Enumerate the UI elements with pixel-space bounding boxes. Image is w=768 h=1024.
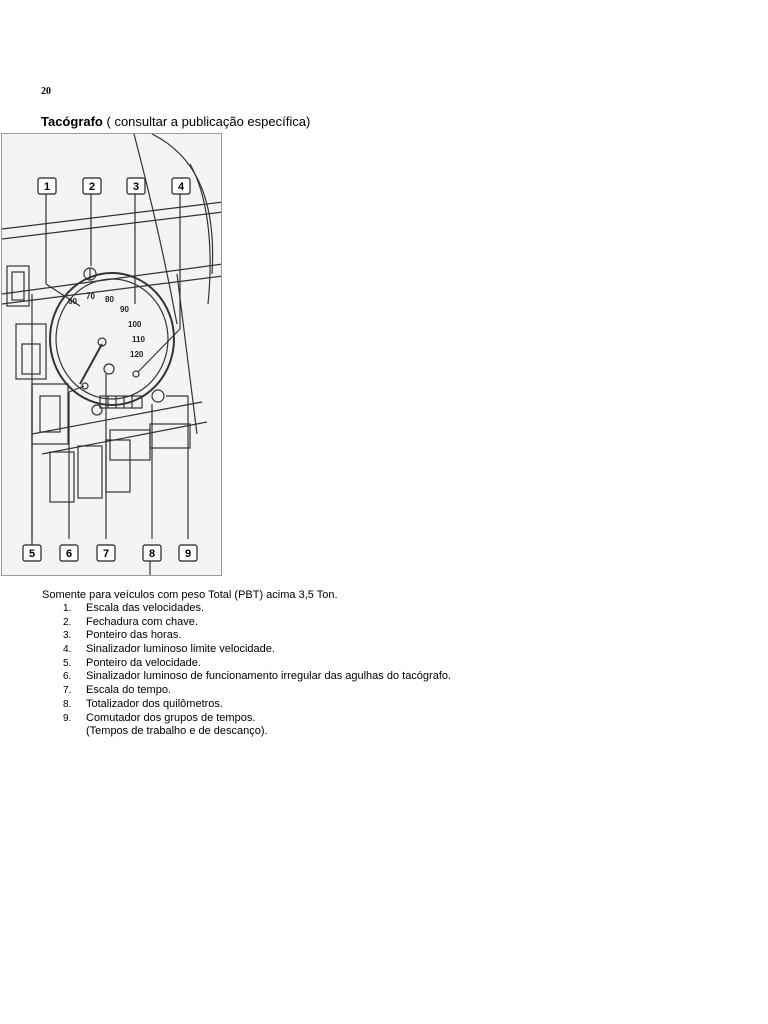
item-number: 1. bbox=[63, 603, 72, 614]
speed-tick-label: 90 bbox=[120, 305, 129, 314]
list-item bbox=[54, 698, 451, 712]
item-text: Ponteiro das horas. bbox=[86, 629, 182, 642]
item-number: 7. bbox=[63, 685, 72, 697]
callout-label: 4 bbox=[177, 181, 185, 193]
item-text: Comutador dos grupos de tempos. bbox=[86, 711, 256, 724]
switch bbox=[22, 344, 40, 374]
legend-list bbox=[54, 602, 451, 739]
list-item bbox=[54, 602, 451, 616]
switch bbox=[12, 272, 24, 300]
tachograph-illustration bbox=[2, 134, 222, 576]
section-heading bbox=[41, 114, 310, 129]
lower-switch bbox=[78, 446, 102, 498]
lower-switch bbox=[50, 452, 74, 502]
speed-tick-label: 80 bbox=[105, 295, 114, 304]
item-text: Sinalizador luminoso de funcionamento irregular das agulhas do tacógrafo. bbox=[86, 670, 452, 683]
item-note: (Tempos de trabalho e de descanço). bbox=[86, 725, 268, 738]
heading-subtitle: ( consultar a publicação específica) bbox=[102, 114, 311, 129]
knob bbox=[92, 405, 102, 415]
item-text: Fechadura com chave. bbox=[86, 615, 198, 628]
switch bbox=[40, 396, 60, 432]
time-scale-center bbox=[104, 364, 114, 374]
callout-label: 9 bbox=[184, 548, 192, 560]
item-text: Totalizador dos quilômetros. bbox=[86, 697, 223, 710]
item-number: 2. bbox=[63, 616, 72, 628]
item-number: 8. bbox=[63, 698, 72, 710]
list-item bbox=[54, 684, 451, 698]
tachograph-figure bbox=[1, 133, 222, 576]
speed-needle bbox=[80, 344, 102, 384]
callout-label: 8 bbox=[148, 548, 156, 560]
panel-edge bbox=[32, 402, 202, 434]
item-text: Sinalizador luminoso limite velocidade. bbox=[86, 643, 275, 656]
callout-label: 2 bbox=[88, 181, 96, 193]
speed-gauge bbox=[50, 273, 174, 405]
speed-tick-label: 60 bbox=[68, 297, 77, 306]
speed-tick-label: 100 bbox=[128, 320, 142, 329]
panel-edge bbox=[42, 422, 207, 454]
switch-panel bbox=[32, 384, 68, 444]
dash-line bbox=[2, 202, 222, 229]
switch-panel bbox=[16, 324, 46, 379]
page-number: 20 bbox=[41, 86, 51, 97]
speed-tick-label: 110 bbox=[132, 335, 145, 344]
list-item bbox=[54, 643, 451, 657]
list-item bbox=[54, 712, 451, 726]
item-number: 4. bbox=[63, 644, 72, 656]
list-item bbox=[54, 670, 451, 684]
callout-label: 7 bbox=[102, 548, 110, 560]
list-item bbox=[54, 616, 451, 630]
list-item bbox=[54, 629, 451, 643]
item-text: Escala das velocidades. bbox=[86, 602, 205, 614]
item-number: 6. bbox=[63, 671, 72, 683]
item-text: Escala do tempo. bbox=[86, 684, 171, 697]
knob bbox=[152, 390, 164, 402]
group-switch bbox=[150, 424, 190, 448]
item-text: Ponteiro da velocidade. bbox=[86, 656, 201, 669]
speed-tick-label: 70 bbox=[86, 292, 95, 301]
item-number: 3. bbox=[63, 630, 72, 642]
callout-label: 6 bbox=[65, 548, 73, 560]
heading-title: Tacógrafo bbox=[41, 114, 103, 129]
item-number: 9. bbox=[63, 712, 72, 724]
speed-tick-label: 120 bbox=[130, 350, 144, 359]
item-number: 5. bbox=[63, 657, 72, 669]
steering-column bbox=[134, 134, 177, 324]
callout-label: 1 bbox=[43, 181, 51, 193]
intro-text: Somente para veículos com peso Total (PBT) acima 3,5 Ton. bbox=[42, 589, 338, 601]
callout-label: 3 bbox=[132, 181, 140, 193]
list-item bbox=[54, 657, 451, 671]
list-item-note bbox=[54, 725, 451, 739]
callout-label: 5 bbox=[28, 548, 36, 560]
